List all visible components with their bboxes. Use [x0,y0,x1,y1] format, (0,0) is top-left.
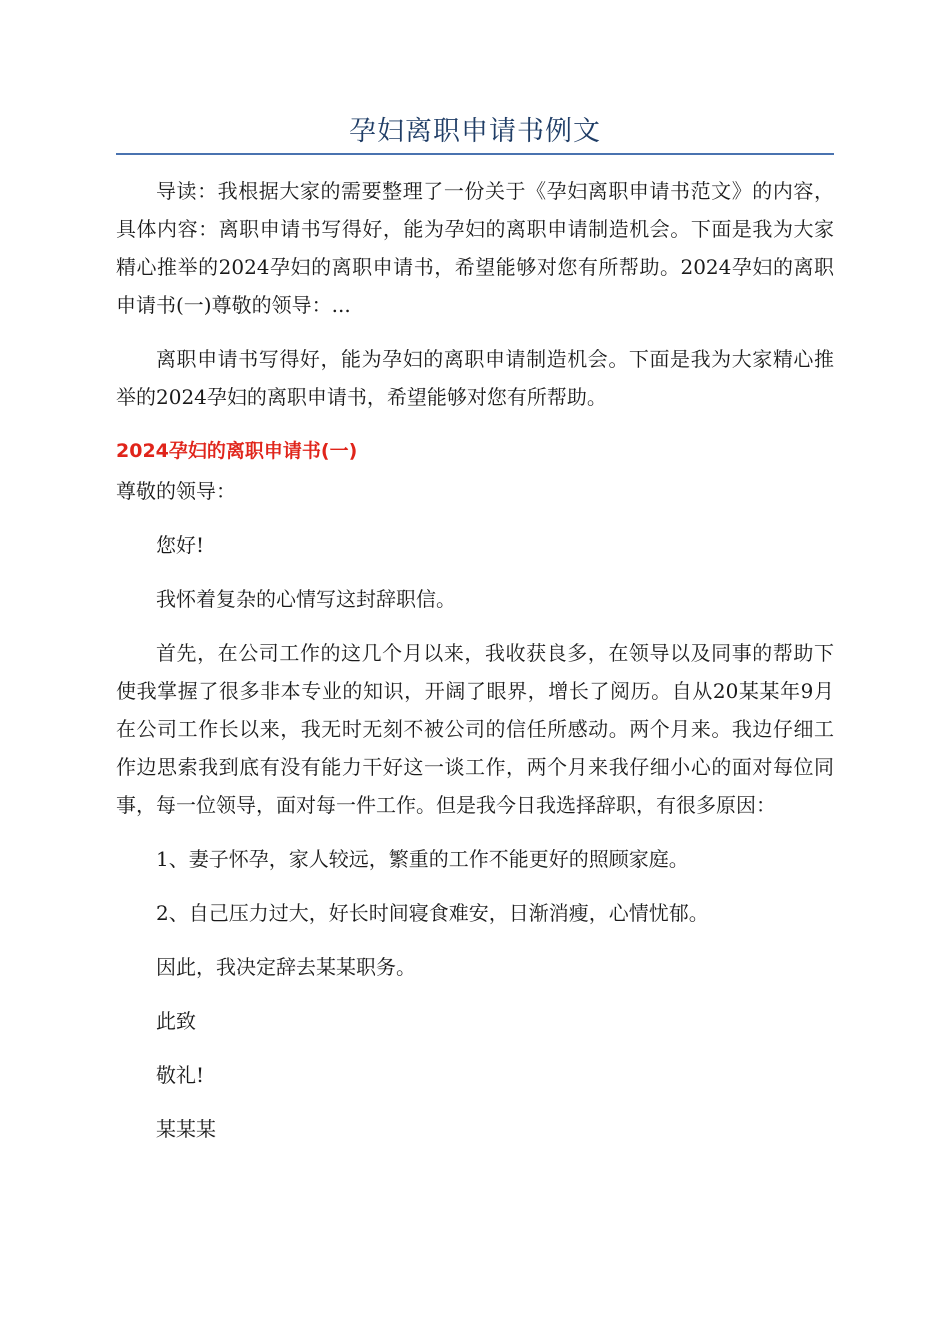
title-underline [116,153,834,155]
document-title: 孕妇离职申请书例文 [349,116,601,147]
section-heading: 2024孕妇的离职申请书(一) [116,440,358,462]
greeting: 您好! [156,533,205,557]
intro-paragraph: 导读：我根据大家的需要整理了一份关于《孕妇离职申请书范文》的内容，具体内容：离职申请书写得好，能为孕妇的离职申请制造机会。下面是我为大家精心推举的2024孕妇的离职申请书，希望能够对您有所帮助。2024孕妇的离职申请书(一)尊敬的领导：... [116,179,834,317]
signature: 某某某 [156,1117,216,1141]
reason-1: 1、妻子怀孕，家人较远，繁重的工作不能更好的照顾家庭。 [156,847,689,871]
document-body [116,170,834,1148]
second-paragraph: 离职申请书写得好，能为孕妇的离职申请制造机会。下面是我为大家精心推举的2024孕妇的离职申请书，希望能够对您有所帮助。 [116,347,834,409]
main-paragraph: 首先，在公司工作的这几个月以来，我收获良多，在领导以及同事的帮助下使我掌握了很多非本专业的知识，开阔了眼界，增长了阅历。自从20某某年9月在公司工作长以来，我无时无刻不被公司的信任所感动。两个月来。我边仔细工作边思索我到底有没有能力干好这一谈工作，两个月来我仔细小心的面对每位同事，每一位领导，面对每一件工作。但是我今日我选择辞职，有很多原因： [116,641,834,817]
salutation: 尊敬的领导： [116,479,236,503]
closing-1: 此致 [156,1009,196,1033]
decision: 因此，我决定辞去某某职务。 [156,955,416,979]
closing-2: 敬礼! [156,1063,205,1087]
reason-2: 2、自己压力过大，好长时间寝食难安，日渐消瘦，心情忧郁。 [156,901,709,925]
line-complex: 我怀着复杂的心情写这封辞职信。 [156,587,456,611]
